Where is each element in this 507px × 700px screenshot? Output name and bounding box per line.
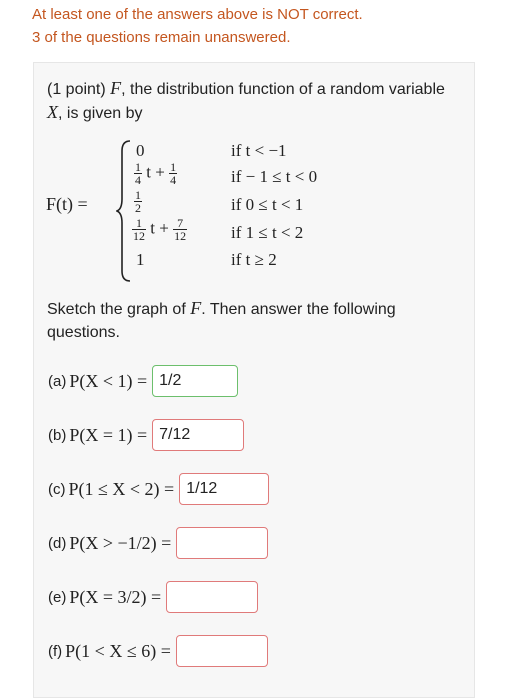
status-message-unanswered: 3 of the questions remain unanswered. <box>32 29 291 46</box>
case-cond-1: if t < −1 <box>231 141 287 160</box>
case-cond-3: if 0 ≤ t < 1 <box>231 195 304 214</box>
answer-f-input[interactable] <box>176 635 268 667</box>
function-symbol: F <box>110 78 122 98</box>
case-cond-5: if t ≥ 2 <box>231 250 277 269</box>
intro-text-a: , the distribution function of a random variable <box>121 81 445 98</box>
answer-d-input[interactable] <box>176 527 268 559</box>
answer-a-input[interactable] <box>152 365 238 397</box>
question-b: (b) P(X = 1) = 7/12 <box>48 419 244 451</box>
variable-symbol: X <box>47 102 58 122</box>
case-expr-2: $\frac{1}{4}$ t + $\frac{1}{4}$ <box>135 160 177 187</box>
problem-panel <box>33 62 475 698</box>
answer-e-input[interactable] <box>166 581 258 613</box>
question-c: (c) P(1 ≤ X < 2) = 1/12 <box>48 473 269 505</box>
status-message-incorrect: At least one of the answers above is NOT correct. <box>32 6 363 23</box>
question-d: (d) P(X > −1/2) = <box>48 527 268 559</box>
case-expr-3: $\frac{1}{2}$ <box>135 188 141 215</box>
problem-intro <box>47 77 457 125</box>
sketch-instruction: Sketch the graph of F. Then answer the following questions. <box>47 298 396 341</box>
function-lhs: F(t) = <box>46 194 88 214</box>
case-expr-4: $\frac{1}{12}$ t + $\frac{7}{12}$ <box>133 216 187 243</box>
case-expr-1: 0 <box>136 141 145 160</box>
answer-b-input[interactable] <box>152 419 244 451</box>
case-expr-5: 1 <box>136 250 145 269</box>
points-label: (1 point) <box>47 81 106 98</box>
answer-c-input[interactable] <box>179 473 269 505</box>
question-a: (a) P(X < 1) = 1/2 <box>48 365 238 397</box>
piecewise-definition <box>46 139 466 283</box>
question-f: (f) P(1 < X ≤ 6) = <box>48 635 268 667</box>
intro-text-b: , is given by <box>58 105 143 122</box>
question-e: (e) P(X = 3/2) = <box>48 581 258 613</box>
left-brace <box>116 139 132 283</box>
case-cond-4: if 1 ≤ t < 2 <box>231 223 304 242</box>
case-cond-2: if − 1 ≤ t < 0 <box>231 167 318 186</box>
